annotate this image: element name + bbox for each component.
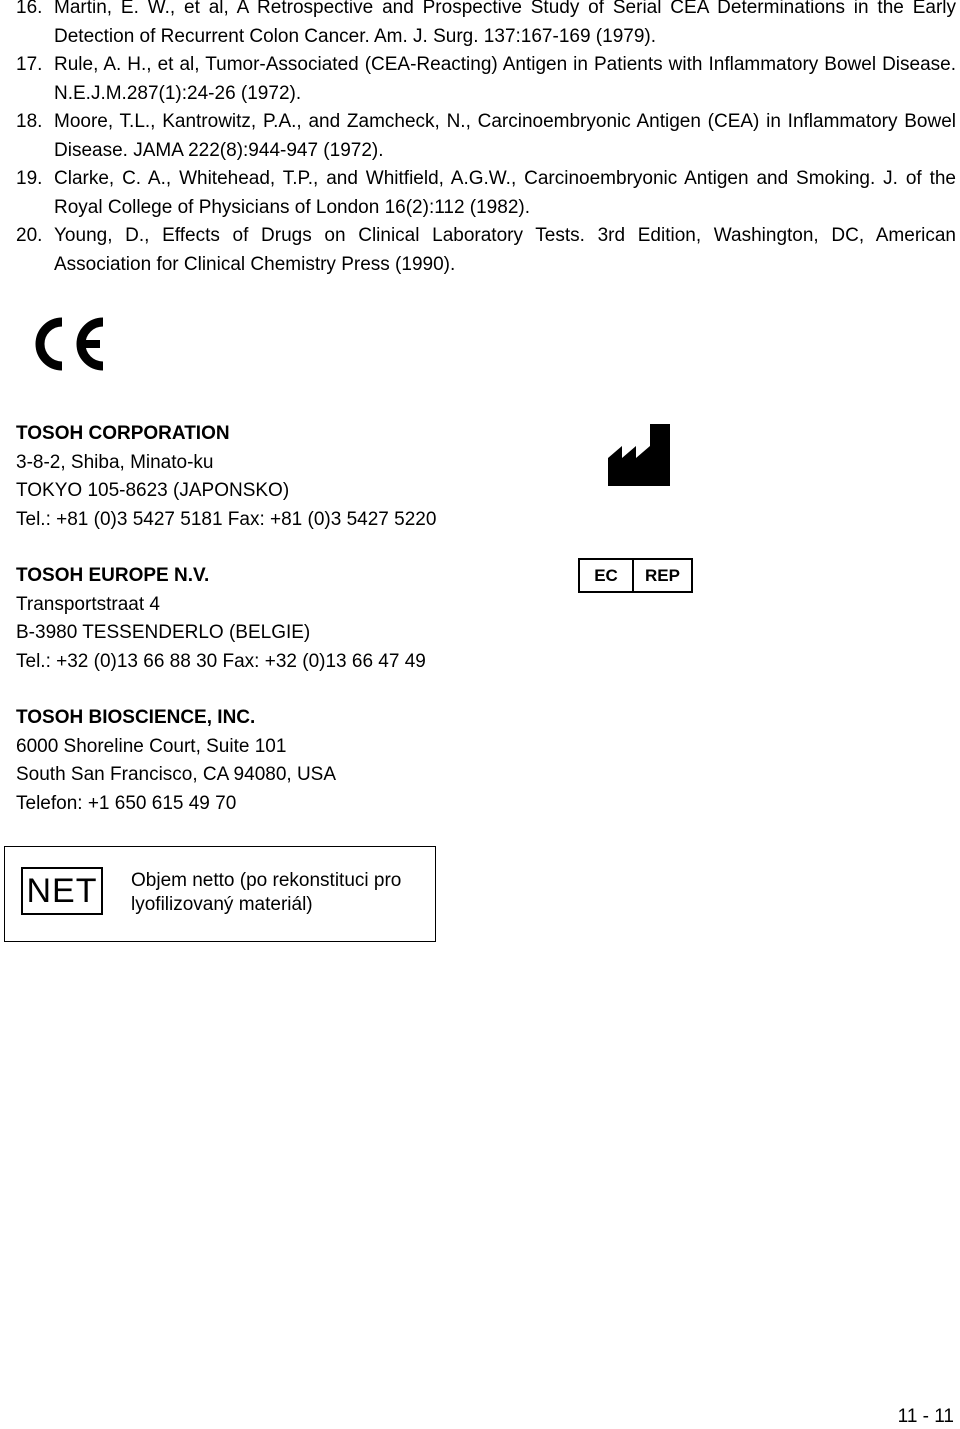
reference-item (16, 165, 956, 222)
reference-item (16, 0, 956, 51)
reference-item (16, 108, 956, 165)
ec-label: EC (580, 560, 634, 591)
reference-list (16, 0, 956, 279)
reference-text: Young, D., Effects of Drugs on Clinical Laboratory Tests. 3rd Edition, Washington, DC, American Association for Clinical Chemistry Press (1990). (54, 225, 956, 275)
manufacturer-address (16, 420, 436, 534)
reference-text: Martin, E. W., et al, A Retrospective and Prospective Study of Serial CEA Determinations in the Early Detection of Recurrent Colon Cancer. Am. J. Surg. 137:167-169 (1979). (54, 0, 956, 47)
net-volume-description: Objem netto (po rekonstituci pro lyofilizovaný materiál) (131, 870, 402, 915)
reference-text: Rule, A. H., et al, Tumor-Associated (CEA-Reacting) Antigen in Patients with Inflammatory Bowel Disease. N.E.J.M.287(1):24-26 (1972). (54, 54, 956, 104)
manufacturer-factory-icon (608, 424, 670, 486)
phone-line: Tel.: +32 (0)13 66 88 30 Fax: +32 (0)13 66 47 49 (16, 650, 426, 672)
phone-line: Tel.: +81 (0)3 5427 5181 Fax: +81 (0)3 5427 5220 (16, 508, 437, 530)
net-volume-icon: NET (21, 867, 103, 915)
reference-text: Moore, T.L., Kantrowitz, P.A., and Zamcheck, N., Carcinoembryonic Antigen (CEA) in Inflammatory Bowel Disease. JAMA 222(8):944-947 (1972). (54, 111, 956, 161)
bioscience-address (16, 704, 336, 818)
address-line: 3-8-2, Shiba, Minato-ku (16, 451, 214, 473)
bioscience-name: TOSOH BIOSCIENCE, INC. (16, 707, 256, 728)
eu-representative-name: TOSOH EUROPE N.V. (16, 565, 210, 586)
reference-number: 17. (16, 54, 43, 75)
phone-line: Telefon: +1 650 615 49 70 (16, 792, 237, 814)
reference-item (16, 51, 956, 108)
eu-representative-address (16, 562, 426, 676)
address-line: TOKYO 105-8623 (JAPONSKO) (16, 480, 290, 501)
address-line: Transportstraat 4 (16, 593, 160, 615)
reference-number: 20. (16, 225, 43, 246)
ec-rep-icon (578, 558, 693, 593)
reference-number: 19. (16, 168, 43, 189)
address-line: South San Francisco, CA 94080, USA (16, 764, 337, 785)
reference-text: Clarke, C. A., Whitehead, T.P., and Whitfield, A.G.W., Carcinoembryonic Antigen and Smoking. J. of the Royal College of Physicians of London 16(2):112 (1982). (54, 168, 956, 218)
page-number: 11 - 11 (897, 1406, 954, 1427)
net-volume-box (4, 846, 436, 942)
reference-number: 16. (16, 0, 43, 18)
ce-mark-icon (26, 315, 108, 373)
address-line: B-3980 TESSENDERLO (BELGIE) (16, 622, 311, 643)
reference-number: 18. (16, 111, 43, 132)
reference-item (16, 222, 956, 279)
address-line: 6000 Shoreline Court, Suite 101 (16, 735, 287, 757)
manufacturer-name: TOSOH CORPORATION (16, 423, 230, 444)
rep-label: REP (645, 565, 680, 585)
